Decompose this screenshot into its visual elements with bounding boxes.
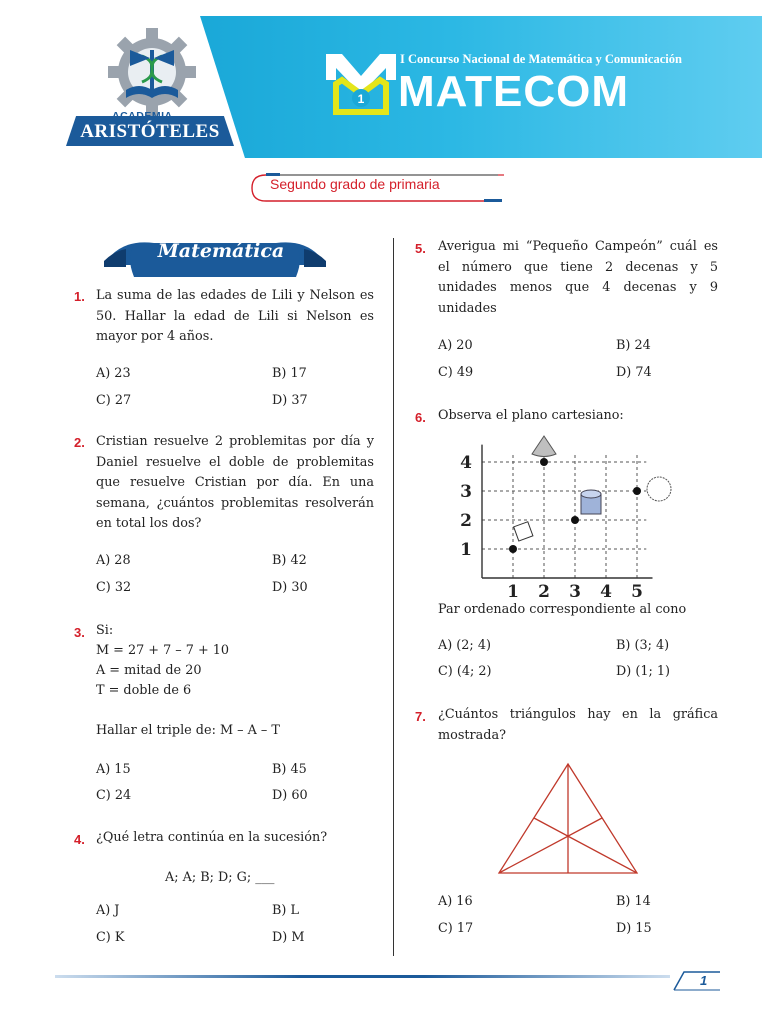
- question-5-number: 5.: [415, 241, 426, 256]
- question-3-line-4: T = doble de 6: [96, 683, 192, 698]
- question-3-option-d[interactable]: D) 60: [272, 788, 308, 803]
- x-tick-label-5: 5: [631, 582, 643, 600]
- question-4-text: ¿Qué letra continúa en la sucesión?: [96, 830, 328, 845]
- question-3-option-a[interactable]: A) 15: [96, 762, 131, 777]
- matecom-emblem-icon: [322, 50, 400, 120]
- question-6-option-a[interactable]: A) (2; 4): [438, 638, 491, 653]
- question-7-number: 7.: [415, 709, 426, 724]
- y-tick-label-4: 4: [460, 453, 472, 473]
- question-3-option-c[interactable]: C) 24: [96, 788, 132, 803]
- point-5-3: [633, 487, 641, 495]
- y-tick-label-1: 1: [460, 540, 472, 560]
- contest-subtitle: I Concurso Nacional de Matemática y Comunicación: [400, 52, 682, 66]
- question-4-option-d[interactable]: D) M: [272, 930, 305, 945]
- column-divider: [393, 238, 394, 956]
- question-5-option-c[interactable]: C) 49: [438, 365, 474, 380]
- question-6-caption: Par ordenado correspondiente al cono: [438, 602, 687, 617]
- question-7-option-d[interactable]: D) 15: [616, 921, 652, 936]
- question-7-option-a[interactable]: A) 16: [438, 894, 473, 909]
- question-2-option-d[interactable]: D) 30: [272, 580, 308, 595]
- x-tick-label-2: 2: [538, 582, 550, 600]
- question-5-text: Averigua mi “Pequeño Campeón” cuál es el número que tiene 2 decenas y 5 unidades menos que 4 decenas y 9 unidades: [438, 239, 718, 316]
- question-3-extra: Hallar el triple de: M – A – T: [96, 723, 280, 738]
- y-tick-label-2: 2: [460, 511, 472, 531]
- question-5-option-b[interactable]: B) 24: [616, 338, 651, 353]
- question-2-text: Cristian resuelve 2 problemitas por día y Daniel resuelve el doble de problemitas que resuelve Cristian por día. En una semana, ¿cuántos problemitas resolverán en total los dos?: [96, 434, 374, 531]
- question-5-option-a[interactable]: A) 20: [438, 338, 473, 353]
- y-tick-label-3: 3: [460, 482, 472, 502]
- question-6-option-d[interactable]: D) (1; 1): [616, 664, 670, 679]
- question-6-number: 6.: [415, 410, 426, 425]
- question-7-option-c[interactable]: C) 17: [438, 921, 474, 936]
- question-1-option-a[interactable]: A) 23: [96, 366, 131, 381]
- academy-name: ARISTÓTELES: [80, 121, 220, 142]
- question-1-number: 1.: [74, 289, 85, 304]
- question-2-option-b[interactable]: B) 42: [272, 553, 307, 568]
- question-2-option-a[interactable]: A) 28: [96, 553, 131, 568]
- sphere-icon: [647, 477, 671, 501]
- x-tick-label-4: 4: [600, 582, 612, 600]
- cartesian-plane: [440, 430, 690, 600]
- page-number: 1: [700, 973, 708, 988]
- x-tick-label-1: 1: [507, 582, 519, 600]
- svg-text:1: 1: [357, 92, 365, 106]
- subject-title: Matemática: [157, 240, 285, 262]
- grade-label: Segundo grado de primaria: [270, 176, 440, 192]
- question-4-number: 4.: [74, 832, 85, 847]
- question-1-option-b[interactable]: B) 17: [272, 366, 307, 381]
- question-6-option-c[interactable]: C) (4; 2): [438, 664, 492, 679]
- question-2-number: 2.: [74, 435, 85, 450]
- question-1-option-d[interactable]: D) 37: [272, 393, 308, 408]
- cube-icon: [514, 522, 533, 541]
- question-2-option-c[interactable]: C) 32: [96, 580, 132, 595]
- point-3-2: [571, 516, 579, 524]
- x-tick-label-3: 3: [569, 582, 581, 600]
- question-7-option-b[interactable]: B) 14: [616, 894, 651, 909]
- cone-icon: [532, 436, 556, 457]
- question-6-text: Observa el plano cartesiano:: [438, 408, 624, 423]
- footer-rule: [55, 975, 670, 978]
- contest-title: MATECOM: [398, 67, 630, 116]
- question-3-option-b[interactable]: B) 45: [272, 762, 307, 777]
- question-1-text: La suma de las edades de Lili y Nelson es 50. Hallar la edad de Lili si Nelson es mayor por 4 años.: [96, 288, 374, 344]
- question-7-text: ¿Cuántos triángulos hay en la gráfica mostrada?: [438, 707, 718, 743]
- question-4-option-b[interactable]: B) L: [272, 903, 299, 918]
- footer-page-tab: [672, 968, 722, 992]
- question-3-line-1: Si:: [96, 623, 114, 638]
- question-3-line-2: M = 27 + 7 – 7 + 10: [96, 643, 230, 658]
- question-5-option-d[interactable]: D) 74: [616, 365, 652, 380]
- point-1-1: [509, 545, 517, 553]
- question-3-number: 3.: [74, 625, 85, 640]
- cylinder-top-icon: [581, 490, 601, 498]
- point-2-4: [540, 458, 548, 466]
- question-6-option-b[interactable]: B) (3; 4): [616, 638, 670, 653]
- question-4-sequence: A; A; B; D; G; ___: [165, 870, 275, 885]
- question-4-option-c[interactable]: C) K: [96, 930, 125, 945]
- question-3-line-3: A = mitad de 20: [96, 663, 202, 678]
- question-4-option-a[interactable]: A) J: [96, 903, 120, 918]
- question-1-option-c[interactable]: C) 27: [96, 393, 132, 408]
- triangles-figure: [495, 760, 645, 878]
